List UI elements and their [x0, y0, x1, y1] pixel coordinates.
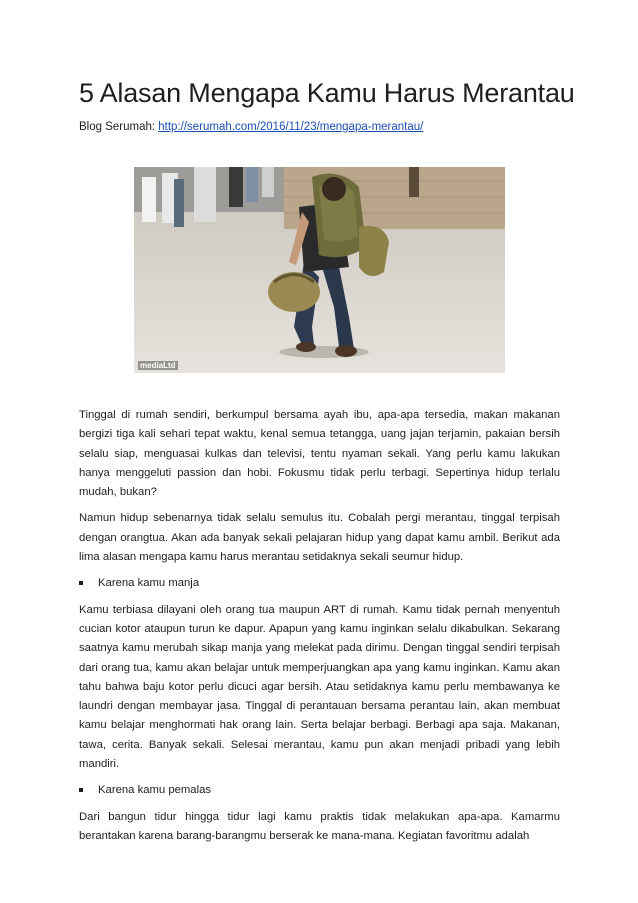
bullet-label-manja: Karena kamu manja — [98, 577, 200, 590]
bullet-square-icon — [79, 788, 83, 792]
paragraph-second: Namun hidup sebenarnya tidak selalu semulus itu. Cobalah pergi merantau, tinggal terpisah dengan orangtua. Akan ada banyak sekali pelajaran hidup yang dapat kamu ambil. Berikut ada lima alasan mengapa kamu harus merantau setidaknya sekali seumur hidup. — [79, 512, 560, 564]
traveler-photo-illustration — [134, 167, 505, 373]
bullet-item-pemalas — [79, 781, 560, 800]
article-title: 5 Alasan Mengapa Kamu Harus Merantau — [79, 78, 575, 108]
article-photo — [134, 167, 505, 373]
article-body — [79, 406, 560, 853]
bullet-item-manja — [79, 574, 560, 593]
bullet-label-pemalas: Karena kamu pemalas — [98, 784, 212, 797]
source-link[interactable]: http://serumah.com/2016/11/23/mengapa-merantau/ — [158, 121, 424, 133]
bullet-square-icon — [79, 581, 83, 585]
photo-watermark: mediaLtd — [140, 361, 176, 370]
paragraph-manja: Kamu terbiasa dilayani oleh orang tua maupun ART di rumah. Kamu tidak pernah menyentuh cucian kotor ataupun turun ke dapur. Apapun yang kamu inginkan selalu dikabulkan. Sekarang saatnya kamu merubah sikap manja yang melekat pada dirimu. Dengan tinggal sendiri terpisah dari orang tua, kamu akan belajar untuk memperjuangkan apa yang kamu inginkan. Kamu akan tahu bahwa baju kotor perlu dicuci agar bersih. Atau setidaknya kamu perlu membawanya ke laundri dengan membayar jasa. Tinggal di perantauan bersama perantau lain, akan membuat kamu belajar menghormati hak orang lain. Serta belajar berbagi. Berbagi apa saja. Makanan, tawa, cerita. Banyak sekali. Selesai merantau, kamu pun akan menjadi pribadi yang lebih mandiri. — [79, 603, 560, 771]
paragraph-intro: Tinggal di rumah sendiri, berkumpul bersama ayah ibu, apa-apa tersedia, makan makanan bergizi tiga kali sehari tepat waktu, kenal semua tetangga, uang jajan terjamin, pakaian bersih selalu siap, menguasai kulkas dan televisi, tentu nyaman sekali. Yang perlu kamu lakukan hanya menggeluti passion dan hobi. Fokusmu tidak perlu terbagi. Sepertinya hidup terlalu mudah, bukan? — [79, 409, 560, 499]
source-label: Blog Serumah: — [79, 121, 159, 133]
source-line — [79, 121, 423, 133]
paragraph-pemalas: Dari bangun tidur hingga tidur lagi kamu praktis tidak melakukan apa-apa. Kamarmu berantakan karena barang-barangmu berserak ke mana-mana. Kegiatan favoritmu adalah — [79, 810, 560, 842]
